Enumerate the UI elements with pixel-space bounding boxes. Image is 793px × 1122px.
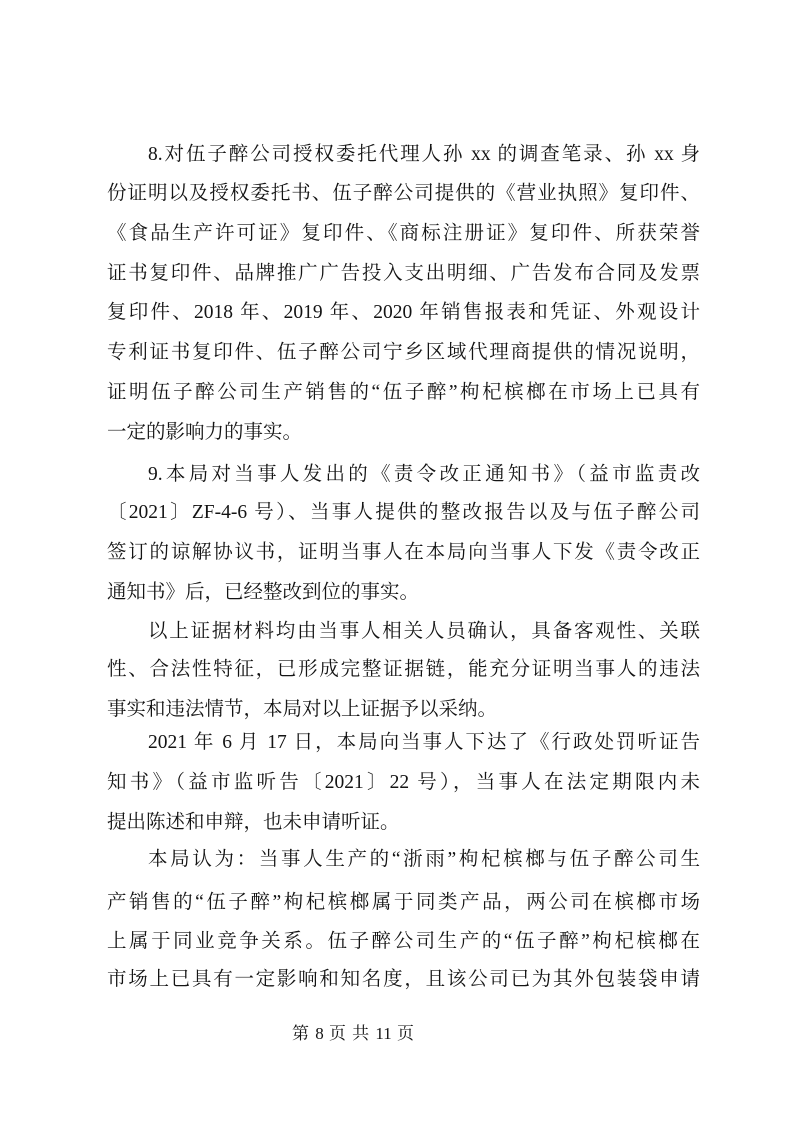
text-line: 一定的影响力的事实。 [107,422,303,443]
text-line: 专利证书复印件、伍子醉公司宁乡区域代理商提供的情况说明， [107,342,700,363]
text-line: 产销售的“伍子醉”枸杞槟榔属于同类产品，两公司在槟榔市场 [107,892,700,913]
text-line: 8.对伍子醉公司授权委托代理人孙 xx 的调查笔录、孙 xx 身 [148,144,700,165]
text-line: 以上证据材料均由当事人相关人员确认，具备客观性、关联 [148,621,700,642]
text-line: 证书复印件、品牌推广广告投入支出明细、广告发布合同及发票 [107,263,700,284]
text-line: 通知书》后，已经整改到位的事实。 [107,582,420,603]
text-line: 份证明以及授权委托书、伍子醉公司提供的《营业执照》复印件、 [107,183,700,204]
text-line: 〔2021〕ZF-4-6 号）、当事人提供的整改报告以及与伍子醉公司 [107,502,700,523]
text-line: 知书》（益市监听告〔2021〕22 号），当事人在法定期限内未 [107,772,700,793]
text-line: 本局认为：当事人生产的“浙雨”枸杞槟榔与伍子醉公司生 [148,849,700,870]
text-line: 签订的谅解协议书，证明当事人在本局向当事人下发《责令改正 [107,542,700,563]
text-line: 性、合法性特征，已形成完整证据链，能充分证明当事人的违法 [107,659,700,680]
text-line: 《食品生产许可证》复印件、《商标注册证》复印件、所获荣誉 [107,223,700,244]
text-line: 复印件、2018 年、2019 年、2020 年销售报表和凭证、外观设计 [107,302,700,323]
text-line: 证明伍子醉公司生产销售的“伍子醉”枸杞槟榔在市场上已具有 [107,382,700,403]
text-line: 2021 年 6 月 17 日，本局向当事人下达了《行政处罚听证告 [148,732,700,753]
page-number: 第 8 页 共 11 页 [292,1024,414,1043]
text-line: 9.本局对当事人发出的《责令改正通知书》（益市监责改 [148,464,700,485]
text-line: 事实和违法情节，本局对以上证据予以采纳。 [107,699,498,720]
text-line: 提出陈述和申辩，也未申请听证。 [107,812,400,833]
text-line: 市场上已具有一定影响和知名度，且该公司已为其外包装袋申请 [107,969,700,990]
text-line: 上属于同业竞争关系。伍子醉公司生产的“伍子醉”枸杞槟榔在 [107,931,700,952]
